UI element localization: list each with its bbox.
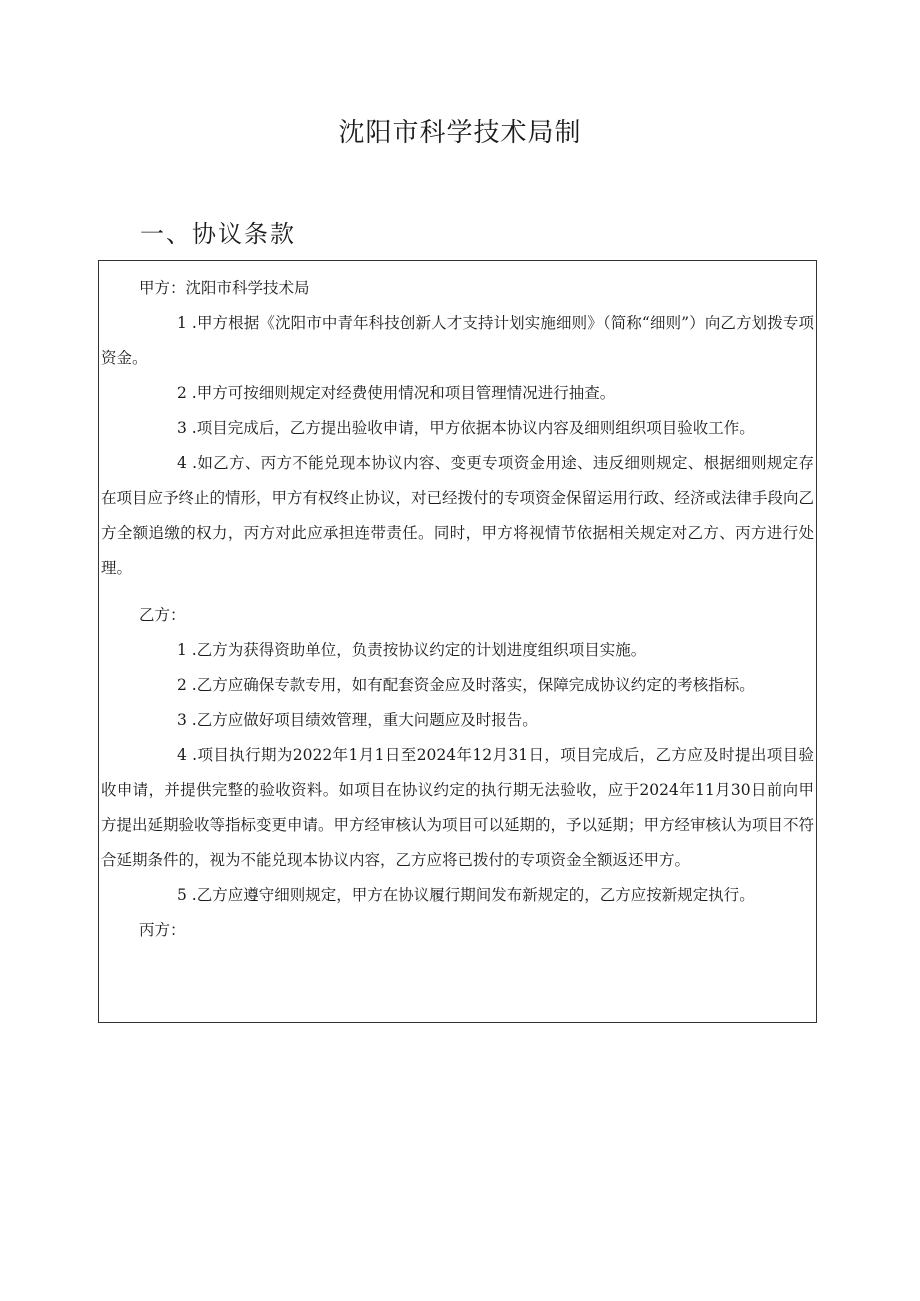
party-b-clause-2: 2 .乙方应确保专款专用，如有配套资金应及时落实，保障完成协议约定的考核指标。 xyxy=(177,676,755,694)
party-a-clause-3: 3 .项目完成后，乙方提出验收申请，甲方依据本协议内容及细则组织项目验收工作。 xyxy=(177,419,755,437)
party-b-clause-4: 4 .项目执行期为2022年1月1日至2024年12月31日，项目完成后，乙方应及时提出项目验收申请，并提供完整的验收资料。如项目在协议约定的执行期无法验收，应于2024年11月30日前向甲方提出延期验收等指标变更申请。甲方经审核认为项目可以延期的，予以延期；甲方经审核认为项目不符合延期条件的，视为不能兑现本协议内容，乙方应将已拨付的专项资金全额返还甲方。 xyxy=(101,746,815,869)
section-heading: 一、协议条款 xyxy=(140,220,296,248)
party-b-label: 乙方： xyxy=(139,606,186,624)
document-title: 沈阳市科学技术局制 xyxy=(338,118,582,148)
party-b-clause-3: 3 .乙方应做好项目绩效管理，重大问题应及时报告。 xyxy=(177,711,538,729)
party-a-clause-1: 1 .甲方根据《沈阳市中青年科技创新人才支持计划实施细则》（简称“细则”）向乙方划拨专项资金。 xyxy=(101,314,814,367)
party-a-clause-4: 4 .如乙方、丙方不能兑现本协议内容、变更专项资金用途、违反细则规定、根据细则规定存在项目应予终止的情形，甲方有权终止协议，对已经拨付的专项资金保留运用行政、经济或法律手段向乙方全额追缴的权力，丙方对此应承担连带责任。同时，甲方将视情节依据相关规定对乙方、丙方进行处理。 xyxy=(101,454,815,577)
party-b-clause-5: 5 .乙方应遵守细则规定，甲方在协议履行期间发布新规定的，乙方应按新规定执行。 xyxy=(177,886,755,904)
agreement-terms-box xyxy=(98,260,817,1023)
spacer xyxy=(99,586,816,598)
party-a-clause-2: 2 .甲方可按细则规定对经费使用情况和项目管理情况进行抽查。 xyxy=(177,384,616,402)
party-a-label: 甲方：沈阳市科学技术局 xyxy=(139,279,310,297)
party-b-clause-1: 1 .乙方为获得资助单位，负责按协议约定的计划进度组织项目实施。 xyxy=(177,641,647,659)
party-c-label: 丙方： xyxy=(139,921,186,939)
